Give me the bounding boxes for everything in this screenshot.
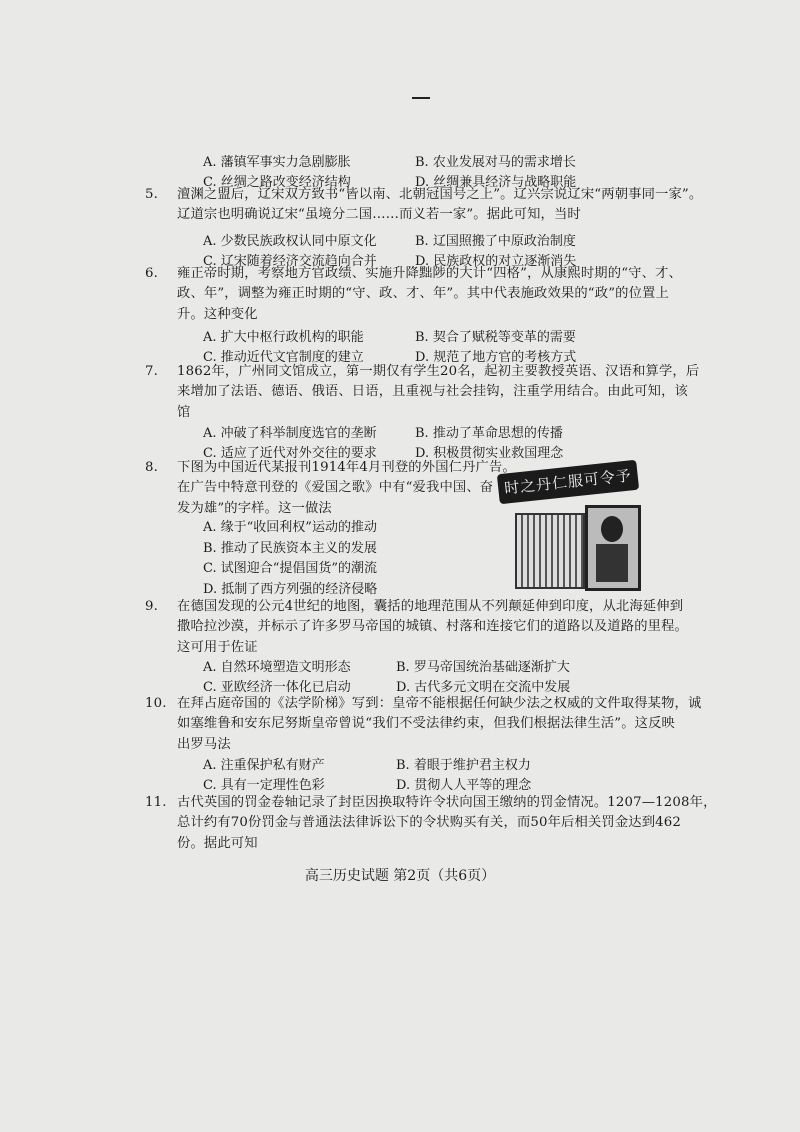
q5-option-b: B. 辽国照搬了中原政治制度 [415,234,576,249]
question-stem-line: 升。这种变化 [177,306,258,322]
question-stem-line: 撒哈拉沙漠，并标示了许多罗马帝国的城镇、村落和连接它们的道路以及道路的里程。 [177,619,688,635]
question-7 [145,362,700,423]
ad-portrait [585,505,641,591]
q4-option-b: B. 农业发展对马的需求增长 [415,155,576,170]
q8-option-d: D. 抵制了西方列强的经济侵略 [203,581,378,597]
question-stem-line: 来增加了法语、德语、俄语、日语，且重视与社会挂钩，注重学用结合。由此可知，该 [177,384,688,400]
question-stem-line: 总计约有70份罚金与普通法法律诉讼下的令状购买有关，而50年后相关罚金达到462 [177,815,682,831]
question-stem-line: 在广告中特意刊登的《爱国之歌》中有“爱我中国、奋 [177,480,494,496]
question-stem-line: 在拜占庭帝国的《法学阶梯》写到：皇帝不能根据任何缺少法之权威的文件取得某物，诚 [177,696,702,711]
q7-option-c: C. 适应了近代对外交往的要求 [203,446,377,461]
q8-options [203,518,377,600]
question-stem-line: 如塞维鲁和安东尼努斯皇帝曾说“我们不受法律约束，但我们根据法律生活”。这反映 [177,716,675,732]
q9-option-a: A. 自然环境塑造文明形态 [203,660,351,675]
q9-option-c: C. 亚欧经济一体化已启动 [203,680,351,695]
question-stem-line: 发为雄”的字样。这一做法 [177,500,332,516]
portrait-head [601,516,623,542]
q6-option-a: A. 扩大中枢行政机构的职能 [203,330,364,345]
question-stem-line: 在德国发现的公元4世纪的地图，囊括的地理范围从不列颠延伸到印度，从北海延伸到 [177,599,684,614]
question-number: 9. [145,599,158,614]
question-number: 8. [145,460,158,475]
q5-option-c: C. 辽宋随着经济交流趋向合并 [203,254,377,269]
q8-option-a: A. 缘于“收回利权”运动的推动 [203,520,377,535]
q10-option-c: C. 具有一定理性色彩 [203,778,325,793]
question-9 [145,597,688,658]
q9-option-b: B. 罗马帝国统治基础逐渐扩大 [396,660,570,675]
q10-option-a: A. 注重保护私有财产 [203,758,325,773]
q4-option-c: C. 丝绸之路改变经济结构 [203,175,351,190]
question-stem-line: 澶渊之盟后，辽宋双方致书“皆以南、北朝冠国号之上”。辽兴宗说辽宋“两朝事同一家”。 [177,187,703,202]
question-number: 11. [145,795,167,810]
question-stem-line: 下图为中国近代某报刊1914年4月刊登的外国仁丹广告。 [177,460,516,475]
q6-option-c: C. 推动近代文官制度的建立 [203,350,364,365]
q4-option-d: D. 丝绸兼具经济与战略职能 [415,175,577,190]
question-stem-line: 1862年，广州同文馆成立，第一期仅有学生20名，起初主要教授英语、汉语和算学，后 [177,364,700,379]
q7-option-a: A. 冲破了科举制度选官的垄断 [203,426,377,441]
q7-option-b: B. 推动了革命思想的传播 [415,426,563,441]
q9-option-d: D. 古代多元文明在交流中发展 [396,680,571,695]
q8-option-c: C. 试图迎合“提倡国货”的潮流 [203,561,378,576]
question-stem-line: 辽道宗也明确说辽宋“虽境分二国……而义若一家”。据此可知，当时 [177,207,581,223]
question-stem-line: 份。据此可知 [177,835,258,851]
question-number: 10. [145,696,167,711]
question-number: 7. [145,364,158,379]
q6-option-b: B. 契合了赋税等变革的需要 [415,330,576,345]
q10-option-d: D. 贯彻人人平等的理念 [396,778,532,793]
question-stem-line: 馆 [177,404,191,420]
question-5 [145,185,703,226]
question-number: 6. [145,266,158,281]
question-8 [145,458,516,519]
q7-option-d: D. 积极贯彻实业救国理念 [415,446,564,461]
portrait-body [596,544,628,582]
question-stem-line: 雍正帝时期，考察地方官政绩、实施升降黜陟的大计“四格”，从康熙时期的“守、才、 [177,266,682,281]
page-footer: 高三历史试题 第2页（共6页） [304,868,496,884]
page-top-mark [412,97,430,99]
ad-banner: 时之丹仁服可令予 [497,460,639,504]
question-11 [145,793,717,854]
question-stem-line: 政、年”，调整为雍正时期的“守、政、才、年”。其中代表施政效果的“政”的位置上 [177,286,669,302]
question-stem-line: 古代英国的罚金卷轴记录了封臣因换取特许令状向国王缴纳的罚金情况。1207—1208年， [177,795,717,810]
question-stem-line: 这可用于佐证 [177,639,258,655]
q5-option-d: D. 民族政权的对立逐渐消失 [415,254,577,269]
question-10 [145,694,702,755]
q5-option-a: A. 少数民族政权认同中原文化 [203,234,377,249]
question-stem-line: 出罗马法 [177,736,231,752]
q10-option-b: B. 着眼于维护君主权力 [396,758,531,773]
q4-option-a: A. 藩镇军事实力急剧膨胀 [203,155,351,170]
question-6 [145,264,682,325]
q8-option-b: B. 推动了民族资本主义的发展 [203,540,377,556]
question-number: 5. [145,187,158,202]
q6-option-d: D. 规范了地方官的考核方式 [415,350,577,365]
ad-text-block [515,513,585,589]
